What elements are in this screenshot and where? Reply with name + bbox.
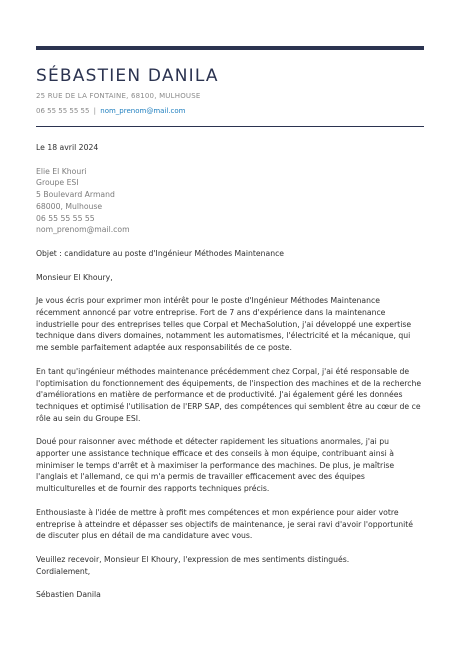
- letter-subject: Objet : candidature au poste d'Ingénieur Méthodes Maintenance: [36, 248, 285, 258]
- sender-name: SÉBASTIEN DANILA: [36, 66, 219, 86]
- sender-phone: 06 55 55 55 55: [36, 107, 90, 115]
- paragraph-skills: Doué pour raisonner avec méthode et détecter rapidement les situations anormales, j'ai pu apporter une assistance technique efficace et des conseils à mon équipe, contribuant ainsi à minimiser le temps d'arrêt et à maximiser la performance des machines. De plus, je maîtrise l'anglais et l'allemand, ce qui m'a permis de travailler efficacement avec des équipes multiculturelles et de fournir des rapports techniques précis.: [36, 437, 395, 494]
- paragraph-intro: Je vous écris pour exprimer mon intérêt pour le poste d'Ingénieur Méthodes Maintenance récemment annoncé par votre entreprise. Fort de 7 ans d'expérience dans la maintenance industrielle pour des entreprises telles que Corpal et MechaSolution, j'ai développé une expertise technique dans divers domaines, notamment les automatismes, l'électricité et la mécanique, qui me semble parfaitement adaptée aux responsabilités de ce poste.: [36, 296, 412, 353]
- recipient-street: 5 Boulevard Armand: [36, 190, 115, 200]
- closing-formula: Veuillez recevoir, Monsieur El Khoury, l'expression de mes sentiments distingués.: [36, 554, 350, 564]
- recipient-phone: 06 55 55 55 55: [36, 213, 95, 223]
- sender-address: 25 RUE DE LA FONTAINE, 68100, MULHOUSE: [36, 92, 201, 100]
- signature: Sébastien Danila: [36, 590, 101, 600]
- recipient-email: nom_prenom@mail.com: [36, 225, 130, 235]
- recipient-block: [36, 166, 422, 236]
- recipient-name: Elie El Khouri: [36, 166, 87, 176]
- letter-date: Le 18 avril 2024: [36, 143, 99, 152]
- sender-email-link[interactable]: nom_prenom@mail.com: [100, 107, 186, 115]
- recipient-city: 68000, Mulhouse: [36, 201, 103, 211]
- header-accent-bar: [36, 46, 424, 50]
- paragraph-experience: En tant qu'ingénieur méthodes maintenance précédemment chez Corpal, j'ai été responsable de l'optimisation du fonctionnement des équipements, de l'inspection des machines et de la recherche d'améliorations en matière de performance et de productivité. J'ai également géré les données techniques et optimisé l'utilisation de l'ERP SAP, des compétences qui semblent être au cœur de ce rôle au sein du Groupe ESI.: [36, 366, 422, 423]
- header-divider: [36, 126, 424, 127]
- letter-body: [36, 142, 422, 601]
- letter-salutation: Monsieur El Khoury,: [36, 272, 113, 282]
- closing-block: [36, 554, 422, 577]
- recipient-company: Groupe ESI: [36, 178, 79, 188]
- paragraph-motivation: Enthousiaste à l'idée de mettre à profit mes compétences et mon expérience pour aider votre entreprise à atteindre et dépasser ses objectifs de maintenance, je serai ravi d'avoir l'opportunité de discuter plus en détail de ma candidature avec vous.: [36, 507, 413, 541]
- contact-separator: |: [93, 107, 97, 115]
- sender-contact: [36, 107, 186, 115]
- closing-regards: Cordialement,: [36, 566, 91, 576]
